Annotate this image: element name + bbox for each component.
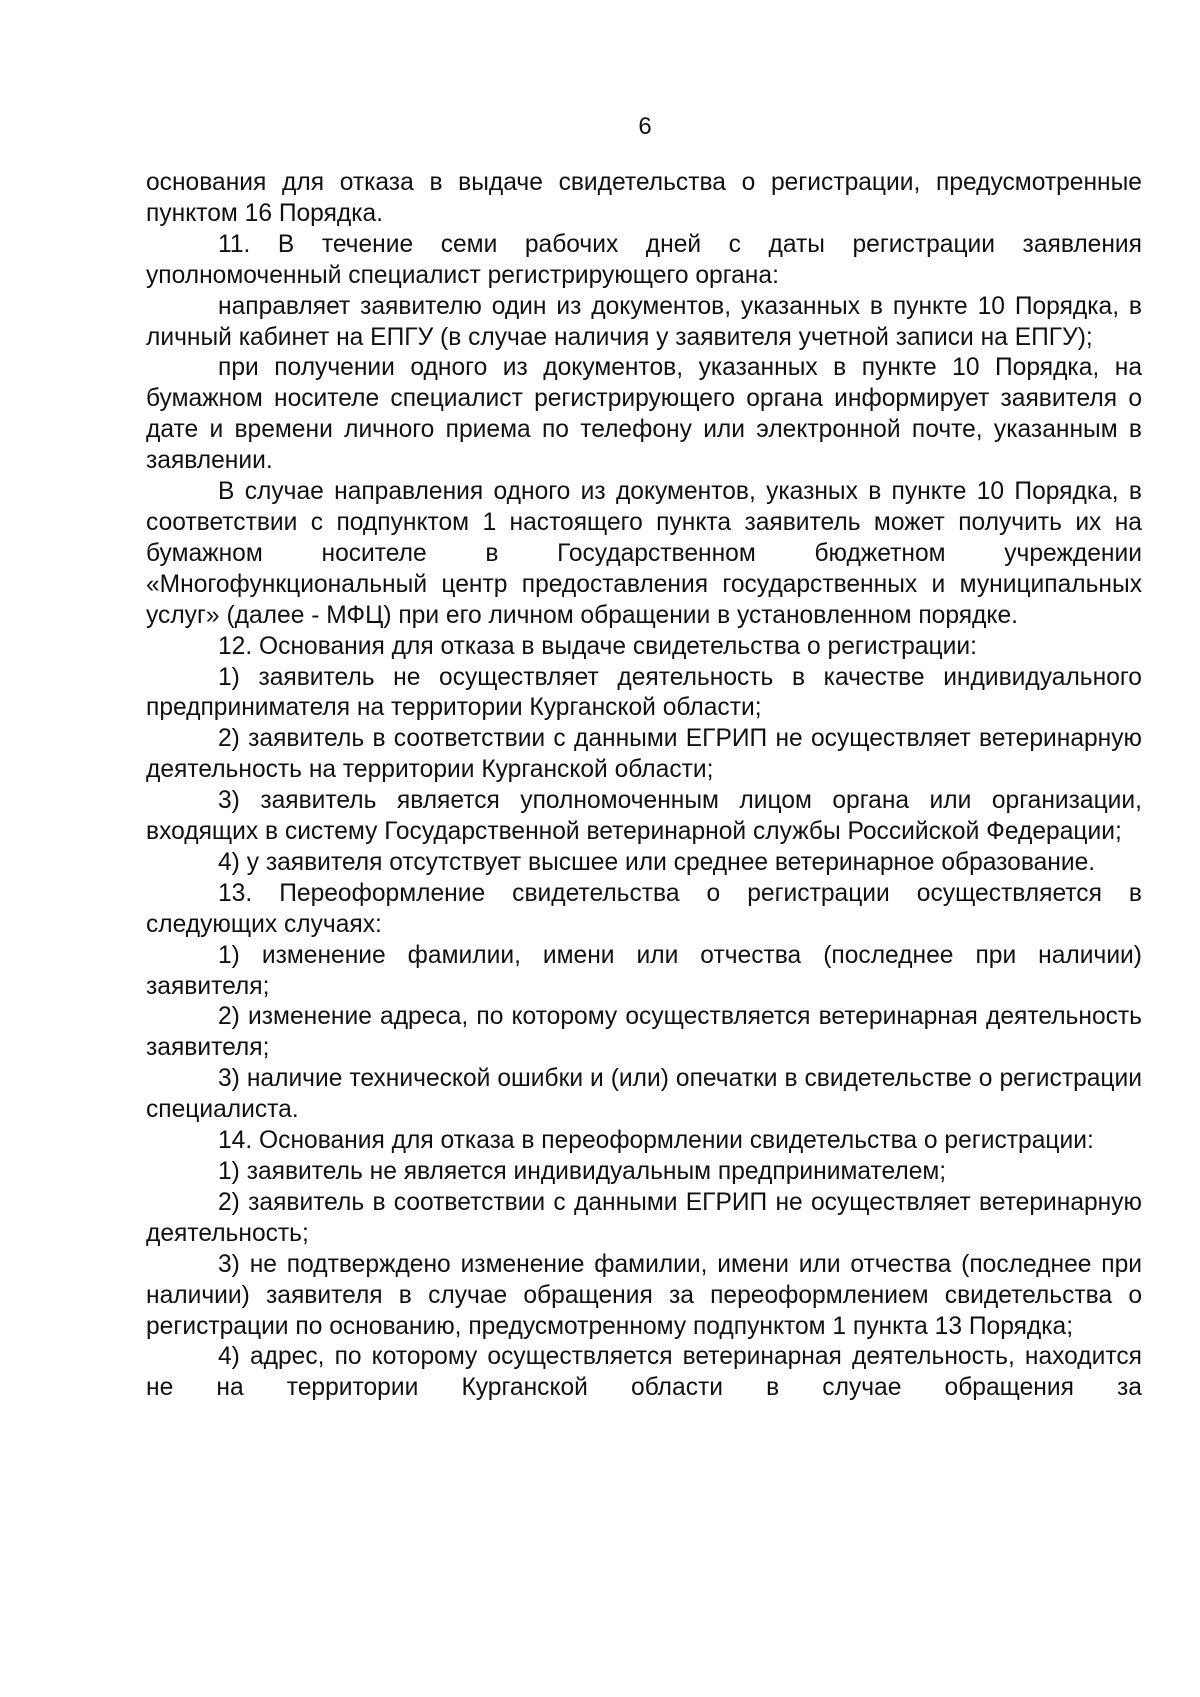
paragraph: 3) не подтверждено изменение фамилии, имени или отчества (последнее при наличии) заявителя в случае обращения за переоформлением свидетельства о регистрации по основанию, предусмотренному подпунктом 1 пункта 13 Порядка;: [146, 1250, 1142, 1340]
paragraph: при получении одного из документов, указанных в пункте 10 Порядка, на бумажном носителе специалист регистрирующего органа информирует заявителя о дате и времени личного приема по телефону или электронной почте, указанным в заявлении.: [146, 354, 1142, 475]
paragraph: 2) заявитель в соответствии с данными ЕГРИП не осуществляет ветеринарную деятельность;: [146, 1188, 1142, 1247]
paragraph: 3) наличие технической ошибки и (или) опечатки в свидетельстве о регистрации специалиста.: [146, 1065, 1142, 1124]
paragraph: 2) изменение адреса, по которому осуществляется ветеринарная деятельность заявителя;: [146, 1003, 1142, 1062]
document-body: [146, 168, 1142, 1404]
paragraph: 1) заявитель не является индивидуальным предпринимателем;: [218, 1158, 947, 1185]
paragraph: 4) адрес, по которому осуществляется ветеринарная деятельность, находится не на территории Курганской области в случае обращения за: [146, 1343, 1142, 1402]
paragraph: 1) изменение фамилии, имени или отчества (последнее при наличии) заявителя;: [146, 941, 1142, 1000]
paragraph: направляет заявителю один из документов, указанных в пункте 10 Порядка, в личный кабинет на ЕПГУ (в случае наличия у заявителя учетной записи на ЕПГУ);: [146, 292, 1142, 351]
paragraph: 2) заявитель в соответствии с данными ЕГРИП не осуществляет ветеринарную деятельность на территории Курганской области;: [146, 725, 1142, 784]
paragraph: 4) у заявителя отсутствует высшее или среднее ветеринарное образование.: [218, 848, 1096, 876]
paragraph: 3) заявитель является уполномоченным лицом органа или организации, входящих в систему Государственной ветеринарной службы Российской Федерации;: [146, 787, 1142, 846]
paragraph: основания для отказа в выдаче свидетельства о регистрации, предусмотренные пунктом 16 Порядка.: [146, 169, 1142, 227]
paragraph: 12. Основания для отказа в выдаче свидетельства о регистрации:: [218, 632, 977, 660]
paragraph: 13. Переоформление свидетельства о регистрации осуществляется в следующих случаях:: [146, 879, 1142, 938]
paragraph: 11. В течение семи рабочих дней с даты регистрации заявления уполномоченный специалист регистрирующего органа:: [146, 230, 1142, 289]
paragraph: 1) заявитель не осуществляет деятельность в качестве индивидуального предпринимателя на территории Курганской области;: [146, 663, 1142, 722]
page-number: 6: [638, 113, 652, 140]
paragraph: 14. Основания для отказа в переоформлении свидетельства о регистрации:: [218, 1127, 1094, 1155]
paragraph: В случае направления одного из документов, указных в пункте 10 Порядка, в соответствии с подпунктом 1 настоящего пункта заявитель может получить их на бумажном носителе в Государственном бюджетном учреждении «Многофункциональный центр предоставления государственных и муниципальных услуг» (далее - МФЦ) при его личном обращении в установленном порядке.: [146, 478, 1142, 629]
